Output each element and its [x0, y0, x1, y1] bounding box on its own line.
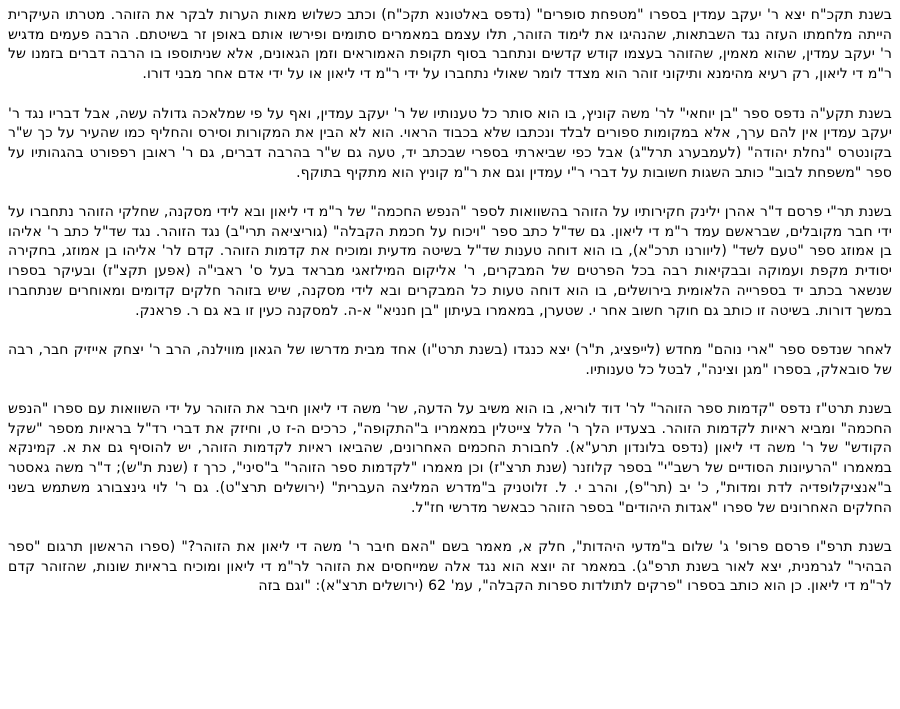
paragraph-jellinek: בשנת תר"י פרסם ד"ר אהרן ילינק חקירותיו על הזוהר בהשוואות לספר "הנפש החכמה" של ר"מ די ליאון ובא לידי מסקנה, שחלקי הזוהר נתחברו על ידי חבר מקובלים, שבראשם עמד ר"מ די ליאון. גם שד"ל כתב ספר "ויכוח על חכמת הקבלה" (גוריציאה תרי"ב) נגד הזוהר. נגד שד"ל כתב ר' אליהו בן אמוזג ספר "טעם לשד" (ליוורנו תרכ"א), בו הוא דוחה טענות שד"ל בשיטה מדעית ומוכיח את קדמות הזוהר. קדם לר' אליהו בן אמוזג, בחקירה יסודית מקפת ועמוקה ובבקיאות רבה בכל הפרטים של המבקרים, ר' אליקום המילזאגי מבראד בעל ס' ראבי"ה (אפען תקצ"ז) ובעיקר בספרו שנשאר בכתב יד בספרייה הלאומית בירושלים, בו הוא דוחה טעות כל המבקרים ובא לידי מסקנה, שיש בזוהר חלקים קדומים ומאוחרים שנתחברו במשך דורות. בשיטה זו כותב גם חוקר חשוב אחר י. שטערן, במאמרו בעיתון "בן חנניא" א-ה. למסקנה כעין זו בא גם ר. פראנק. [8, 204, 892, 319]
paragraph-scholem: בשנת תרפ"ו פרסם פרופ' ג' שלום ב"מדעי היהדות", חלק א, מאמר בשם "האם חיבר ר' משה די ליאון את הזוהר?" (ספרו הראשון תרגום "ספר הבהיר" לגרמנית, יצא לאור בשנת תרפ"ג). במאמר זה יוצא הוא נגד אלה שמייחסים את הזוהר לר"מ די ליאון ומוכיח בראיות שונות, שהזוהר קדם לר"מ די ליאון. כן הוא כותב בספרו "פרקים לתולדות ספרות הקבלה", עמ' 62 (ירושלים תרצ"א): "וגם בזה [8, 538, 892, 595]
paragraph-kadmut-zohar: בשנת תרט"ז נדפס "קדמות ספר הזוהר" לר' דוד לוריא, בו הוא משיב על הדעה, שר' משה די ליאון חיבר את הזוהר על ידי השוואות עם ספרו "הנפש החכמה" ומביא ראיות לקדמות הזוהר. בצעדיו הלך ר' הלל צייטלין במאמריו ב"התקופה", כרכים ה-ז ט, וחיזק את דברי רד"ל בראיות מספר "שקל הקודש" של ר' משה די ליאון (נדפס בלונדון תרע"א). לחבורת החכמים האחרונים, שהביאו ראיות לקדמות הזוהר, יש להוסיף גם את א. קמינקא במאמרו "הרעיונות הסודיים של רשב"י" בספר קלוזנר (שנת תרצ"ז) וכן מאמרו "לקדמות ספר הזוהר" ב"סיני", כרך ז (שנת ת"ש); ד"ר משה גאסטר ב"אנציקלופדיה לדת ומדות", כ' יב (תר"פ), והרב י. ל. זלוטניק ב"מדרש המליצה העברית" (ירושלים תרצ"ט). גם ר' לוי גינצבורג משתמש בשני החלקים האחרונים של ספרו "אגדות היהודים" בספר הזוהר כבאשר מדרשי חז"ל. [8, 401, 892, 516]
paragraph-amden: בשנת תקכ"ח יצא ר' יעקב עמדין בספרו "מטפחת סופרים" (נדפס באלטונא תקכ"ח) וכתב כשלוש מאות הערות לבקר את הזוהר. מטרתו העיקרית הייתה מלחמתו העזה נגד השבתאות, שהנהיגו את לימוד הזוהר, תלו עצמם במאמרים סתומים ופירשו אותם באופן זר בשיטתם. הרבה פעמים מדגיש ר' יעקב עמדין, שהוא מאמין, שהזוהר בעצמו קודש קדשים ונתחבר בסוף תקופת האמוראים וזמן הגאונים, אלא שניתוספו בו הרבה דברים בזמנו של ר"מ די ליאון, רק רעיא מהימנא ותיקוני זוהר הוא מצדד לומר שאולי נתחברו על ידי ר"מ די ליאון או על ידי אדם אחר מבני דורו. [8, 7, 892, 83]
paragraph-ari-noham: לאחר שנדפס ספר "ארי נוהם" מחדש (לייפציג, ת"ר) יצא כנגדו (בשנת תרט"ו) אחד מבית מדרשו של הגאון מווילנה, הרב ר' יצחק אייזיק חבר, רבה של סובאלק, בספרו "מגן וצינה", לבטל כל טענותיו. [8, 341, 892, 378]
paragraph-ben-yochai: בשנת תקע"ה נדפס ספר "בן יוחאי" לר' משה קוניץ, בו הוא סותר כל טענותיו של ר' יעקב עמדין, ואף על פי שמלאכה גדולה עשה, אבל דבריו נגד ר' יעקב עמדין אין להם ערך, אלא במקומות ספורים לבלד ונכתבו שלא בכבוד הראוי. הוא לא הבין את המקורות וסירס והחליף כמו שהעיר על כך ש"ר בקונטרס "נחלת יהודה" (לעמבערג תרל"ג) אבל כפי שביארתי בספרי שבכתב יד, טעה גם ש"ר בהרבה דברים, גם ר' ראובן רפפורט בהגהותיו על ספר "משפחת לבוב" כותב השגות חשובות על דברי ר"י עמדין וגם את ר"מ קוניץ הוא מתקיף בתוקף. [8, 105, 892, 181]
